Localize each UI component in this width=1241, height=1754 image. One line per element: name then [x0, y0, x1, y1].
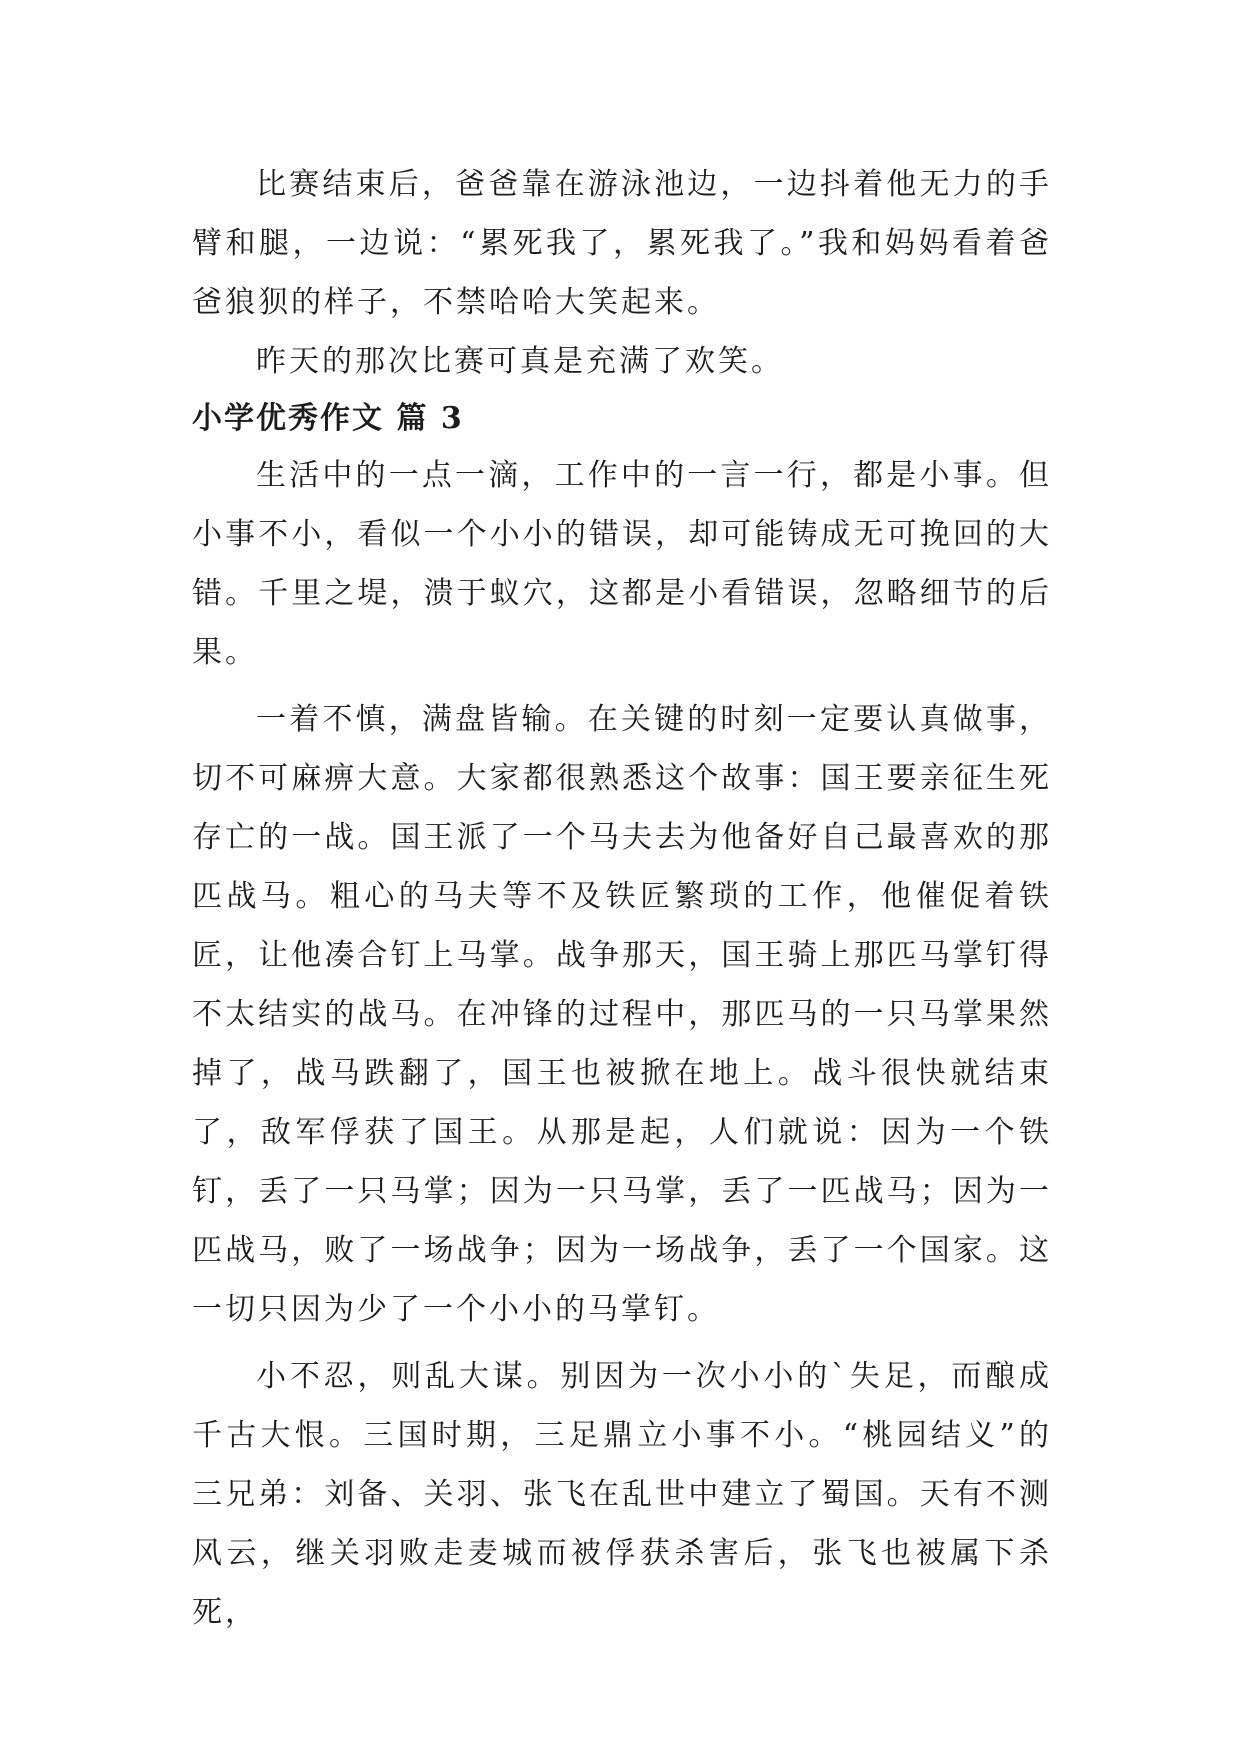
document-page: [192, 155, 1052, 1642]
paragraph-horseshoe-story: 一着不慎，满盘皆输。在关键的时刻一定要认真做事，切不可麻痹大意。大家都很熟悉这个故事：国王要亲征生死存亡的一战。国王派了一个马夫去为他备好自己最喜欢的那匹战马。粗心的马夫等不及铁匠繁琐的工作，他催促着铁匠，让他凑合钉上马掌。战争那天，国王骑上那匹马掌钉得不太结实的战马。在冲锋的过程中，那匹马的一只马掌果然掉了，战马跌翻了，国王也被掀在地上。战斗很快就结束了，敌军俘获了国王。从那是起，人们就说：因为一个铁钉，丢了一只马掌；因为一只马掌，丢了一匹战马；因为一匹战马，败了一场战争；因为一场战争，丢了一个国家。这一切只因为少了一个小小的马掌钉。: [192, 702, 1052, 1327]
paragraph-small-things: 生活中的一点一滴，工作中的一言一行，都是小事。但小事不小，看似一个小小的错误，却可能铸成无可挽回的大错。千里之堤，溃于蚁穴，这都是小看错误，忽略细节的后果。: [192, 458, 1052, 670]
paragraph-laughter: 昨天的那次比赛可真是充满了欢笑。: [256, 344, 784, 379]
section-heading: 小学优秀作文 篇 3: [192, 401, 464, 436]
paragraph-three-kingdoms: 小不忍，则乱大谋。别因为一次小小的`失足，而酿成千古大恨。三国时期，三足鼎立小事不小。“桃园结义”的三兄弟：刘备、关羽、张飞在乱世中建立了蜀国。天有不测风云，继关羽败走麦城而被俘获杀害后，张飞也被属下杀死，: [192, 1359, 1052, 1630]
paragraph-race-ending: 比赛结束后，爸爸靠在游泳池边，一边抖着他无力的手臂和腿，一边说：“累死我了，累死我了。”我和妈妈看着爸爸狼狈的样子，不禁哈哈大笑起来。: [192, 167, 1052, 320]
